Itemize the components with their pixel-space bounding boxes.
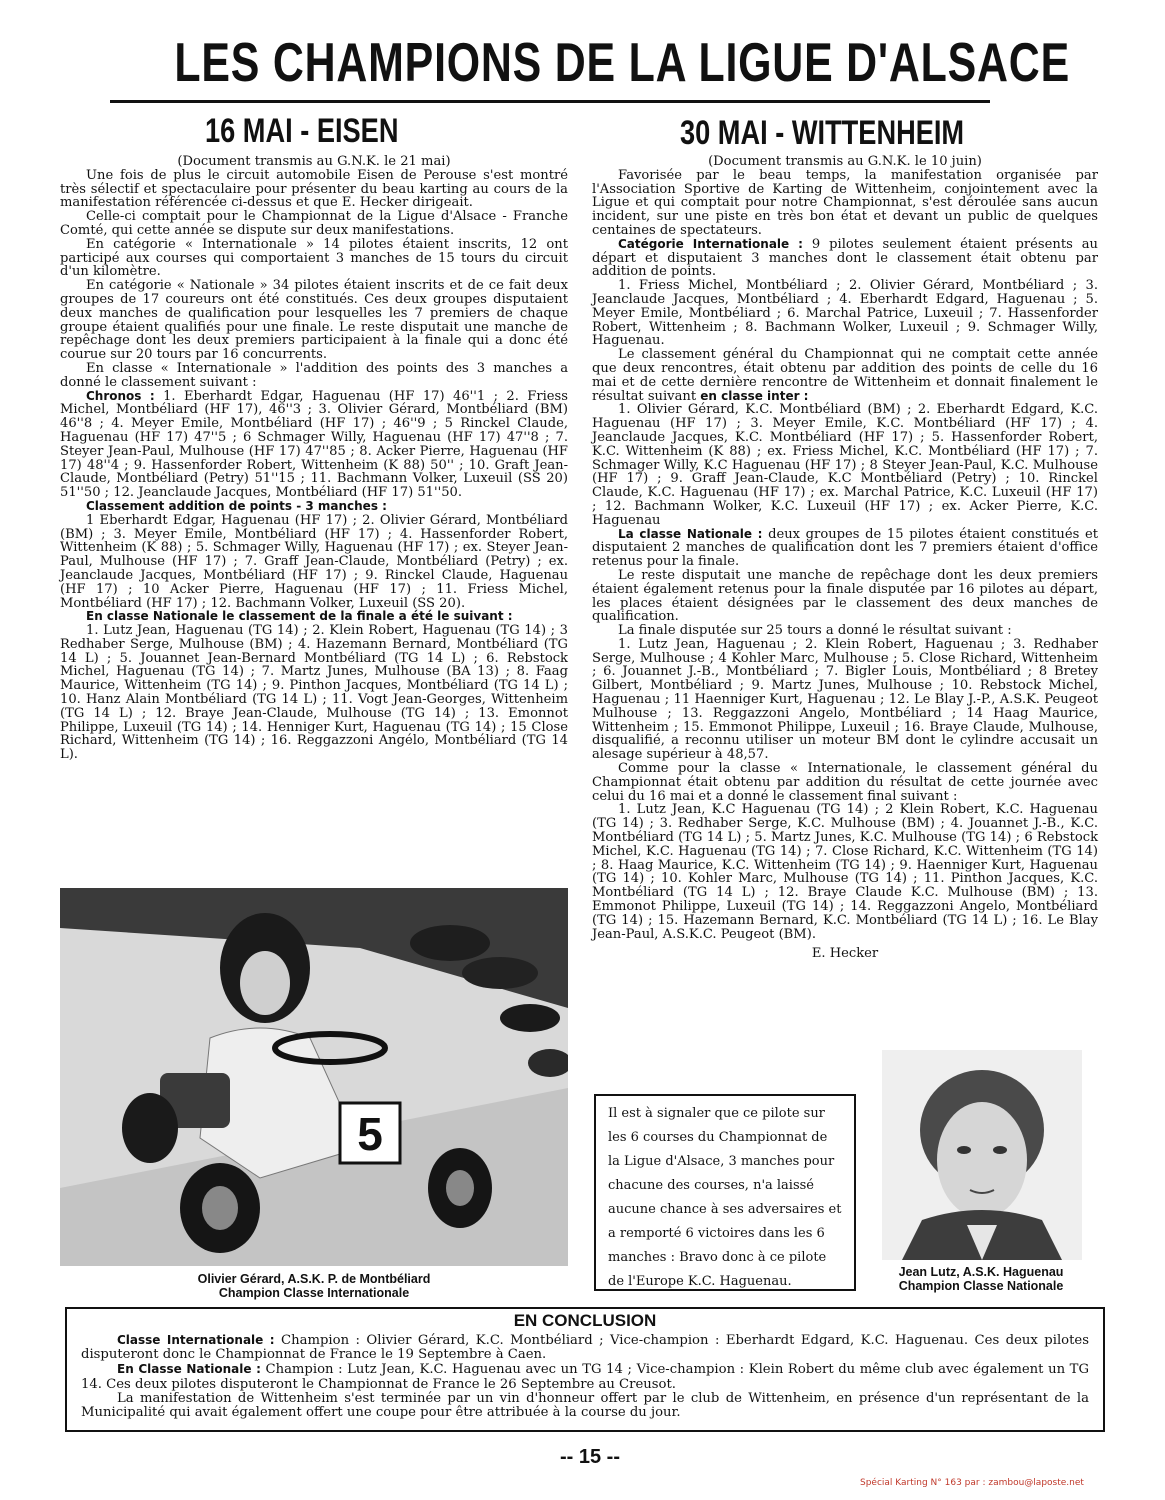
left-paragraph: En classe « Internationale » l'addition des points des 3 manches a donné le classement suivant :: [60, 360, 568, 390]
right-paragraph: La finale disputée sur 25 tours a donné le résultat suivant :: [618, 623, 1012, 639]
conclusion-paragraph: En Classe Nationale : Champion : Lutz Jean, K.C. Haguenau avec un TG 14 ; Vice-champion : Klein Robert du même club avec également un TG 14. Ces deux pilotes disputeront le Championnat de France le 26 Septembre au Creusot.: [81, 1362, 1089, 1392]
kart-photo: [60, 888, 568, 1266]
credit-line: Spécial Karting N° 163 par : zambou@laposte.net: [860, 1478, 1084, 1488]
right-heading: 30 MAI - WITTENHEIM: [680, 114, 965, 152]
kart-number: 5: [357, 1108, 383, 1160]
chronos-label: Chronos :: [86, 388, 155, 403]
addition-heading: Classement addition de points - 3 manches :: [86, 498, 387, 513]
left-paragraph: Une fois de plus le circuit automobile Eisen de Perouse s'est montré très sélectif et spectaculaire pour présenter du beau karting au cours de la manifestation référencée ci-dessus et que E. Hecker dirigeait.: [60, 167, 568, 211]
conclusion-paragraph: La manifestation de Wittenheim s'est terminée par un vin d'honneur offert par le club de Wittenheim, en présence d'un représentant de la Municipalité qui avait également offert une coupe pour être attribuée à la course du jour.: [81, 1390, 1089, 1421]
photo1-caption-line: Champion Classe Internationale: [218, 1286, 410, 1300]
chronos-paragraph: [60, 390, 568, 500]
title-rule: [110, 100, 990, 103]
nationale-heading: En classe Nationale le classement de la finale a été le suivant :: [86, 609, 513, 624]
photo1-caption: [60, 1272, 568, 1300]
photo1-caption-line: Olivier Gérard, A.S.K. P. de Montbéliard: [197, 1272, 431, 1286]
right-paragraph: 1. Olivier Gérard, K.C. Montbéliard (BM) ; 2. Eberhardt Edgard, K.C. Haguenau (HF 17) ; 3. Meyer Emile, K.C. Montbéliard (HF 17) ; 4. Jeanclaude Jacques, K.C. Montbéliard (HF 17) ; 5. Hassenforder Robert, K.C. Wittenheim (K 88) ; ex. Friess Michel, K.C. Montbéliard (HF 17) ; 7. Schmager Willy, K.C Haguenau (HF 17) ; 8 Steyer Jean-Paul, K.C. Mulhouse (HF 17) ; 9. Graff Jean-Claude, K.C Montbéliard (Petry) ; 10. Rinckel Claude, K.C. Haguenau (HF 17) ; ex. Marchal Patrice, K.C. Luxeuil (HF 17) ; 12. Bachmann Wolker, K.C. Luxeuil (HF 17) ; ex. Acker Pierre, K.C. Haguenau: [592, 402, 1098, 528]
page-title: LES CHAMPIONS DE LA LIGUE D'ALSACE: [174, 31, 1070, 93]
portrait-illustration: [882, 1050, 1082, 1260]
right-paragraph: 1. Friess Michel, Montbéliard ; 2. Olivier Gérard, Montbéliard ; 3. Jeanclaude Jacques, Montbéliard ; 4. Eberhardt Edgard, Haguenau ; 5. Meyer Emile, Montbéliard ; 6. Marchal Patrice, Luxeuil ; 7. Hassenforder Robert, Wittenheim ; 8. Bachmann Wolker, Luxeuil ; 9. Schmager Willy, Haguenau.: [592, 278, 1098, 349]
right-paragraph: Comme pour la classe « Internationale, le classement général du Championnat était obtenu par addition du résultat de cette journée avec celui du 16 mai et a donné le classement final suivant :: [592, 761, 1098, 804]
right-paragraph: Le classement général du Championnat qui ne comptait cette année que deux rencontres, était obtenu par addition des points de celle du 16 mai et de cette dernière rencontre de Wittenheim et donnait finalement le résultat suivant en classe inter :: [592, 347, 1098, 404]
conclusion-box: [65, 1307, 1105, 1432]
left-paragraph: En catégorie « Nationale » 34 pilotes étaient inscrits et de ce fait deux groupes de 17 coureurs ont été constitués. Ces deux groupes disputaient deux manches de qualification pour lesquelles les 7 premiers de chaque groupe étaient qualifiés pour une finale. Le reste disputait une manche de repêchage dont les deux premiers participaient à la finale qui a donc été courue sur 20 tours par 16 concurrents.: [60, 278, 568, 363]
nat-paragraph: La classe Nationale : deux groupes de 15 pilotes étaient constitués et disputaient 2 manches de qualification dont les 7 premiers étaient d'office retenus pour la finale.: [592, 526, 1098, 570]
right-source: (Document transmis au G.N.K. le 10 juin): [708, 154, 982, 169]
conclusion-paragraph: Classe Internationale : Champion : Olivier Gérard, K.C. Montbéliard ; Vice-champion : Eberhardt Edgard, K.C. Haguenau. Ces deux pilotes disputeront donc le Championnat de France le 19 Septembre à Caen.: [81, 1333, 1089, 1363]
intl-label: Catégorie Internationale :: [618, 236, 803, 251]
right-column: [592, 155, 1098, 961]
page-number: -- 15 --: [560, 1446, 620, 1468]
photo2-caption-line: Champion Classe Nationale: [898, 1279, 1064, 1293]
photo2-caption-line: Jean Lutz, A.S.K. Haguenau: [898, 1265, 1064, 1279]
nationale-text: 1. Lutz Jean, Haguenau (TG 14) ; 2. Klein Robert, Haguenau (TG 14) ; 3 Redhaber Serge, Mulhouse (BM) ; 4. Hazemann Bernard, Montbéliard (TG 14 L) ; 5. Jouannet Jean-Bernard Montbéliard (TG 14 L) ; 6. Rebstock Michel, Haguenau (TG 14) ; 7. Martz Junes, Mulhouse (BA 13) ; 8. Faag Maurice, Wittenheim (TG 14) ; 9. Pinthon Jacques, Montbéliard (TG 14 L) ; 10. Hanz Alain Montbéliard (TG 14 L) ; 11. Vogt Jean-Georges, Wittenheim (TG 14 L) ; 12. Braye Jean-Claude, Mulhouse (TG 14) ; 13. Emonnot Philippe, Luxeuil (TG 14) ; 14. Henniger Kurt, Haguenau (TG 14) ; 15 Close Richard, Wittenheim (TG 14) ; 16. Reggazzoni Angélo, Montbéliard (TG 14 L).: [60, 623, 568, 763]
right-paragraph: 1. Lutz Jean, K.C Haguenau (TG 14) ; 2 Klein Robert, K.C. Haguenau (TG 14) ; 3. Redhaber Serge, K.C. Mulhouse (BM) ; 4. Jouannet J.-B., K.C. Montbéliard (TG 14 L) ; 5. Martz Junes, K.C. Mulhouse (TG 14) ; 6 Rebstock Michel, K.C. Haguenau (TG 14) ; 7. Close Richard, K.C. Wittenheim (TG 14) ; 8. Haag Maurice, K.C. Wittenheim (TG 14) ; 9. Haenniger Kurt, Haguenau (TG 14) ; 10. Kohler Marc, Mulhouse (TG 14) ; 11. Pinthon Jacques, K.C. Montbéliard (TG 14 L) ; 12. Braye Claude K.C. Mulhouse (BM) ; 13. Emmonot Philippe, Luxeuil (TG 14) ; 14. Reggazzoni Angelo, Montbéliard (TG 14) ; 15. Hazemann Bernard, K.C. Montbéliard (TG 14 L) ; 16. Le Blay Jean-Paul, A.S.K.C. Peugeot (BM).: [592, 802, 1098, 942]
note-box-text: Il est à signaler que ce pilote sur les 6 courses du Championnat de la Ligue d'Alsace, 3 manches pour chacune des courses, n'a laissé aucune chance à ses adversaires et a remporté 6 victoires dans les 6 manches : Bravo donc à ce pilote de l'Europe K.C. Haguenau.: [608, 1106, 842, 1289]
photo2-caption: [865, 1265, 1097, 1293]
addition-text: 1 Eberhardt Edgar, Haguenau (HF 17) ; 2. Olivier Gérard, Montbéliard (BM) ; 3. Meyer Emile, Montbéliard (HF 17) ; 4. Hassenforder Robert, Wittenheim (K 88) ; 5. Schmager Willy, Haguenau (HF 17) ; ex. Steyer Jean-Paul, Mulhouse (HF 17) ; 7. Graff Jean-Claude, Montbéliard (Petry) ; ex. Jeanclaude Jacques, Montbéliard (HF 17) ; 9. Rinckel Claude, Haguenau (HF 17) ; 10 Acker Pierre, Haguenau (HF 17) ; 11. Friess Michel, Montbéliard (HF 17) ; 12. Bachmann Volker, Luxeuil (SS 20).: [60, 512, 568, 611]
portrait-photo: [882, 1050, 1082, 1260]
right-paragraph: Favorisée par le beau temps, la manifestation organisée par l'Association Sportive de Karting de Wittenheim, conjointement avec la Ligue et qui comptait pour notre Championnat, s'est déroulée sans aucun incident, sur une piste en très bon état et devant un public de quelques centaines de spectateurs.: [592, 167, 1098, 238]
right-paragraph: Le reste disputait une manche de repêchage dont les deux premiers étaient également retenus pour la finale disputée par 16 pilotes au départ, les places étaient désignées par le classement des deux manches de qualification.: [592, 567, 1098, 625]
conclusion-body: [67, 1331, 1103, 1420]
note-box: [594, 1094, 856, 1291]
conclusion-title: EN CONCLUSION: [513, 1311, 657, 1330]
left-source: (Document transmis au G.N.K. le 21 mai): [177, 154, 451, 169]
left-heading: 16 MAI - EISEN: [205, 112, 399, 150]
intl-paragraph: Catégorie Internationale : 9 pilotes seulement étaient présents au départ et disputaient 3 manches dont le classement était obtenu par addition de points.: [592, 236, 1098, 280]
left-paragraph: Celle-ci comptait pour le Championnat de la Ligue d'Alsace - Franche Comté, qui cette année se dispute sur deux manifestations.: [60, 209, 568, 238]
left-paragraph: En catégorie « Internationale » 14 pilotes étaient inscrits, 12 ont participé aux courses qui comportaient 3 manches de 15 tours du circuit d'un kilomètre.: [60, 236, 568, 280]
left-column: [60, 155, 568, 762]
chronos-text: 1. Eberhardt Edgar, Haguenau (HF 17) 46''1 ; 2. Friess Michel, Montbéliard (HF 17), 46''3 ; 3. Olivier Gérard, Montbéliard (BM) 46''8 ; 4. Meyer Emile, Montbéliard (HF 17) ; 46''9 ; 5 Rinckel Claude, Haguenau (HF 17) 47''5 ; 6 Schmager Willy, Haguenau (HF 17) 47''8 ; 7. Steyer Jean-Paul, Mulhouse (HF 17) 47''85 ; 8. Acker Pierre, Haguenau (HF 17) 48''4 ; 9. Hassenforder Robert, Wittenheim (K 88) 50'' ; 10. Graft Jean-Claude, Montbéliard (Petry) 51''15 ; 11. Bachmann Volker, Luxeuil (SS 20) 51''50 ; 12. Jeanclaude Jacques, Montbéliard (HF 17) 51''50.: [60, 388, 568, 501]
signature: E. Hecker: [811, 946, 879, 962]
kart-illustration: [60, 888, 568, 1266]
right-paragraph: 1. Lutz Jean, Haguenau ; 2. Klein Robert, Haguenau ; 3. Redhaber Serge, Mulhouse ; 4 Kohler Marc, Mulhouse ; 5. Close Richard, Wittenheim ; 6. Jouannet J.-B., Montbéliard ; 7. Bigler Louis, Montbéliard ; 8 Bretey Gilbert, Montbéliard ; 9. Martz Junes, Mulhouse ; 10. Rebstock Michel, Haguenau ; 11 Haenniger Kurt, Haguenau ; 12. Le Blay J.-P., A.S.K. Peugeot Mulhouse ; 13. Reggazzoni Angelo, Montbéliard ; 14 Haag Maurice, Wittenheim ; 15. Emmonot Philippe, Luxeuil ; 16. Braye Claude, Mulhouse, disqualifié, a reconnu utiliser un moteur BM dont le cylindre accusait un alesage supérieur à 48,57.: [592, 636, 1098, 763]
nat-label: La classe Nationale :: [618, 526, 763, 541]
